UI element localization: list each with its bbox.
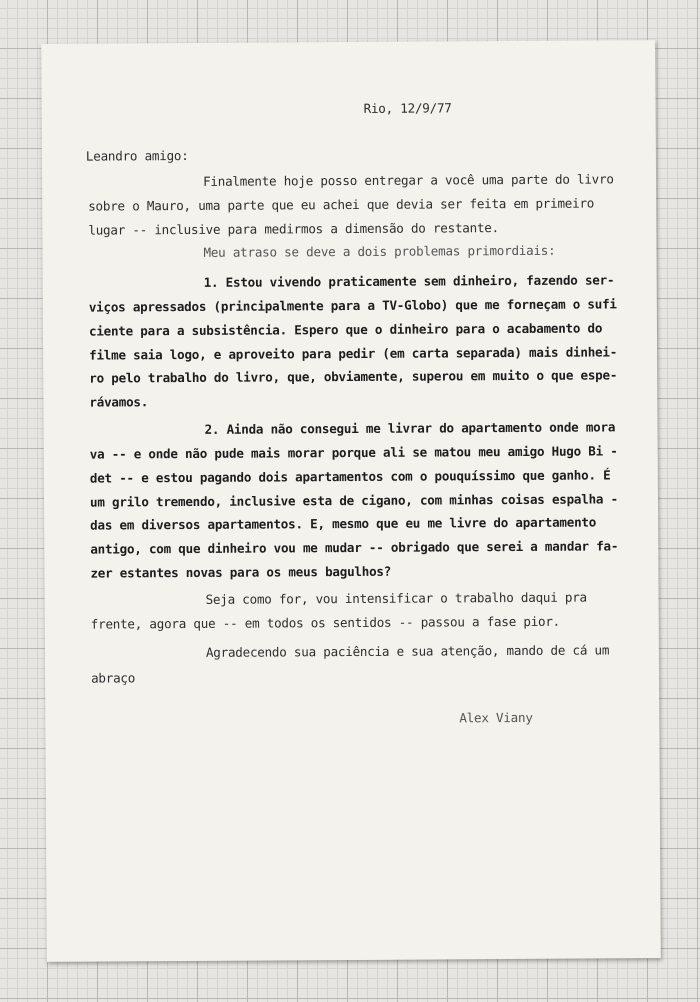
letter-line: viços apressados (principalmente para a TV-Globo) que me forneçam o sufi [88,296,617,315]
letter-salutation: Leandro amigo: [85,147,189,164]
letter-line: frente, agora que -- em todos os sentidos -- passou a fase pior. [90,613,561,632]
letter-line: det -- e estou pagando dois apartamentos com o pouquíssimo que ganho. É [89,467,611,486]
letter-line: rávamos. [89,394,149,410]
letter-line: Seja como for, vou intensificar o trabalho daqui pra [205,589,587,607]
letter-signature: Alex Viany [459,709,533,726]
letter-line: um grilo tremendo, inclusive esta de cigano, com minhas coisas espalha - [89,491,618,510]
letter-line: 2. Ainda não consegui me livrar do apartamento onde mora [204,419,616,437]
letter-line: ro pelo trabalho do livro, que, obviamente, superou em muito o que espe- [89,367,618,386]
letter-date: Rio, 12/9/77 [363,100,452,116]
letter-line: ciente para a subsistência. Espero que o dinheiro para o acabamento do [88,320,603,339]
letter-line: Agradecendo sua paciência e sua atenção, mando de cá um [205,642,610,660]
letter-line: abraço [91,670,136,686]
letter-line: zer estantes novas para os meus bagulhos? [90,563,392,581]
letter-line: Meu atraso se deve a dois problemas primordiais: [203,242,556,260]
letter-line: 1. Estou vivendo praticamente sem dinheiro, fazendo ser- [203,272,615,290]
letter-line: das em diversos apartamentos. E, mesmo que eu me livre do apartamento [90,514,597,533]
letter-line: antigo, com que dinheiro vou me mudar -- obrigado que serei a mandar fa- [90,538,619,557]
letter-line: filme saia logo, e aproveito para pedir (em carta separada) mais dinhei- [89,344,618,363]
letter-line: lugar -- inclusive para medirmos a dimensão do restante. [88,220,499,238]
letter-line: va -- e onde não pude mais morar porque ali se matou meu amigo Hugo Bi - [89,443,618,462]
letter-line: sobre o Mauro, uma parte que eu achei que devia ser feita em primeiro [88,195,595,214]
letter-line: Finalmente hoje posso entregar a você uma parte do livro [202,171,614,189]
letter-sheet [41,40,661,962]
